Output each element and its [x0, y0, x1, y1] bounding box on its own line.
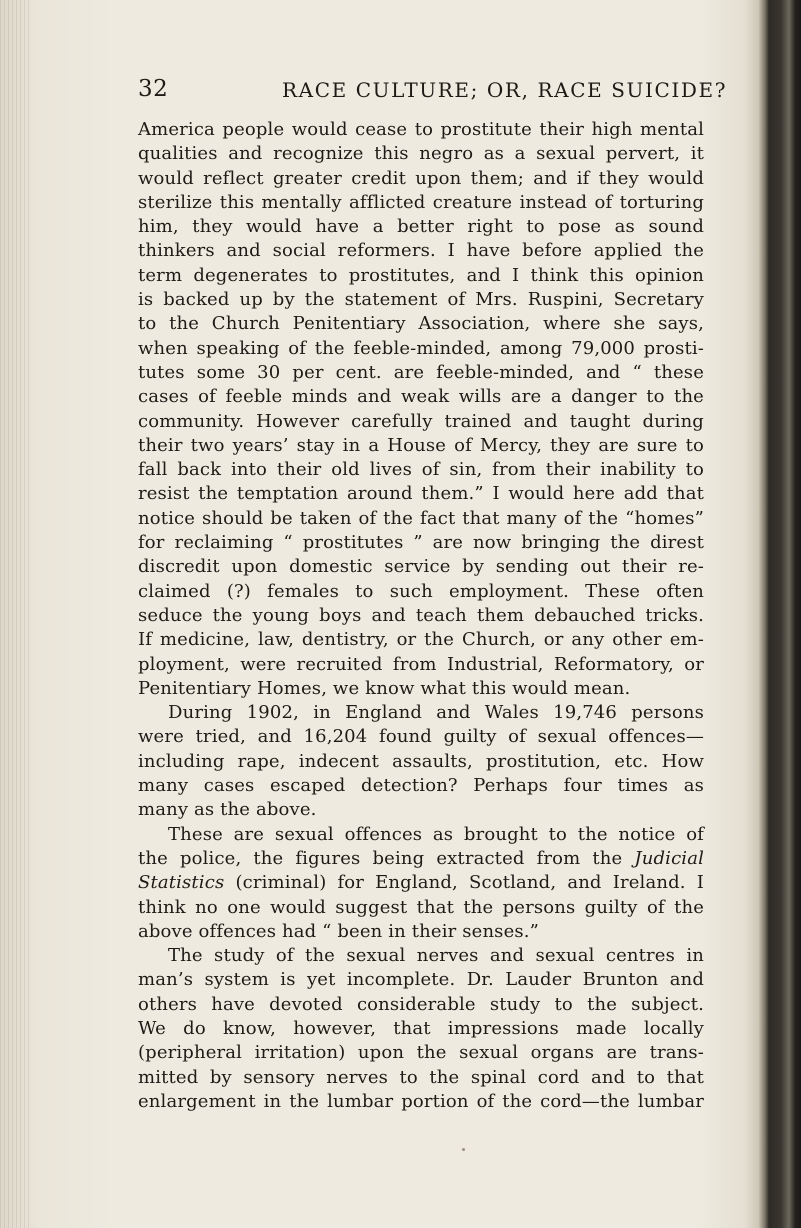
text-line [138, 920, 704, 944]
text-line: mitted by sensory nerves to the spinal cord and to that [138, 1066, 704, 1088]
text-line: were tried, and 16,204 found guilty of sexual offences— [138, 726, 704, 748]
text-line: If medicine, law, dentistry, or the Church, or any other em- [138, 629, 704, 651]
text-line: seduce the young boys and teach them debauched tricks. [138, 604, 704, 626]
paragraph-4 [138, 944, 704, 1114]
text-run: These are sexual offences as brought to the notice of [168, 823, 704, 845]
running-header [138, 68, 728, 108]
text-line [138, 871, 704, 895]
text-line [138, 823, 704, 847]
text-line: him, they would have a better right to pose as sound [138, 216, 704, 238]
text-line: ployment, were recruited from Industrial, Reformatory, or [138, 653, 704, 675]
text-line: qualities and recognize this negro as a sexual pervert, it [138, 143, 704, 165]
italic-run: Judicial [634, 847, 704, 869]
paper-speck [462, 1148, 465, 1151]
text-line: is backed up by the statement of Mrs. Ruspini, Secretary [138, 289, 704, 311]
text-line: discredit upon domestic service by sending out their re- [138, 556, 704, 578]
text-line: cases of feeble minds and weak wills are a danger to the [138, 386, 704, 408]
text-line: enlargement in the lumbar portion of the cord—the lumbar [138, 1090, 704, 1112]
text-line: fall back into their old lives of sin, from their inability to [138, 459, 704, 481]
italic-run: Statistics [138, 872, 225, 894]
text-line: tutes some 30 per cent. are feeble-minded, and “ these [138, 361, 704, 383]
text-line: Penitentiary Homes, we know what this would mean. [138, 677, 631, 699]
paragraph-1 [138, 118, 704, 701]
text-line: for reclaiming “ prostitutes ” are now bringing the direst [138, 532, 704, 554]
text-line: would reflect greater credit upon them; and if they would [138, 167, 704, 189]
text-line: (peripheral irritation) upon the sexual organs are trans- [138, 1042, 704, 1064]
text-line: The study of the sexual nerves and sexual centres in [168, 945, 704, 967]
page-gutter-shadow [0, 0, 32, 1228]
page-number: 32 [138, 76, 169, 102]
text-line: notice should be taken of the fact that many of the “homes” [138, 507, 704, 529]
text-line: resist the temptation around them.” I would here add that [138, 483, 704, 505]
text-line: We do know, however, that impressions made locally [138, 1017, 704, 1039]
text-line: many cases escaped detection? Perhaps four times as [138, 775, 704, 797]
running-title: RACE CULTURE; OR, RACE SUICIDE? [282, 78, 728, 102]
text-line: to the Church Penitentiary Association, where she says, [138, 313, 704, 335]
text-line [138, 896, 704, 920]
text-line: thinkers and social reformers. I have before applied the [138, 240, 704, 262]
body-text [138, 118, 704, 1114]
paragraph-3 [138, 823, 704, 944]
text-line: claimed (?) females to such employment. These often [138, 580, 704, 602]
text-line: others have devoted considerable study to the subject. [138, 993, 704, 1015]
text-run: the police, the figures being extracted from the [138, 847, 623, 869]
text-line: many as the above. [138, 799, 317, 821]
text-line: when speaking of the feeble-minded, among 79,000 prosti- [138, 337, 704, 359]
text-line: man’s system is yet incomplete. Dr. Lauder Brunton and [138, 969, 704, 991]
text-line: sterilize this mentally afflicted creature instead of torturing [138, 191, 704, 213]
paragraph-2 [138, 701, 704, 822]
text-run: above offences had “ been in their senses.” [138, 920, 539, 942]
text-run: (criminal) for England, Scotland, and Ireland. I [235, 872, 704, 894]
text-line [138, 847, 704, 871]
text-line: America people would cease to prostitute their high mental [138, 119, 704, 140]
text-line: community. However carefully trained and taught during [138, 410, 704, 432]
page-edge-binding [759, 0, 801, 1228]
text-run: think no one would suggest that the persons guilty of the [138, 896, 704, 918]
text-line: term degenerates to prostitutes, and I think this opinion [138, 264, 704, 286]
text-line: their two years’ stay in a House of Mercy, they are sure to [138, 434, 704, 456]
text-line: During 1902, in England and Wales 19,746 persons [168, 702, 704, 724]
text-line: including rape, indecent assaults, prostitution, etc. How [138, 750, 704, 772]
